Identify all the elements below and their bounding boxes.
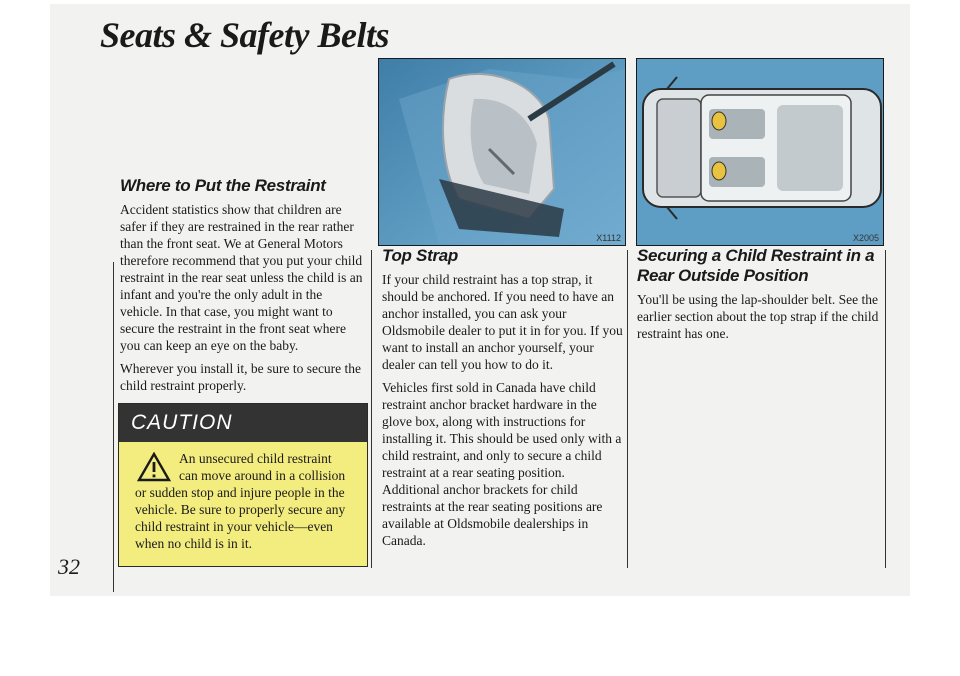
right-edge-rule — [885, 250, 886, 568]
car-top-view-figure — [636, 58, 884, 246]
child-seat-illustration — [379, 59, 625, 245]
middle-paragraph-1: If your child restraint has a top strap, it should be anchored. If you need to have an anchor installed, you can ask your Oldsmobile dealer to put it in for you. If you want to install an anchor yourself, your dealer can tell you how to do it. — [382, 272, 623, 372]
right-column — [637, 246, 881, 348]
car-top-view-illustration — [637, 59, 883, 245]
right-paragraph-1: You'll be using the lap-shoulder belt. See the earlier section about the top strap if the child restraint has one. — [637, 292, 879, 341]
middle-column — [382, 246, 624, 555]
middle-column-rule — [371, 250, 372, 568]
top-strap-heading: Top Strap — [382, 246, 458, 265]
caution-label: CAUTION — [119, 404, 367, 442]
left-column — [120, 176, 366, 400]
caution-body — [119, 442, 367, 552]
left-paragraph-1: Accident statistics show that children are safer if they are restrained in the rear rather than the front seat. We at General Motors therefore recommend that you put your child restraint in the rear seat unless the child is an infant and you're the only adult in the vehicle. In that case, you might want to secure the restraint in the front seat where you can keep an eye on the baby. — [120, 202, 363, 353]
middle-paragraph-2: Vehicles first sold in Canada have child restraint anchor bracket hardware in the glove box, along with instructions for installing it. This should be used only with a child restraint, and only to secure a child restraint at a rear seating position. Additional anchor brackets for child restraints at the rear seating positions are available at Oldsmobile dealerships in Canada. — [382, 380, 622, 548]
figure-code: X1112 — [596, 233, 621, 243]
child-seat-figure — [378, 58, 626, 246]
caution-text: An unsecured child restraint can move around in a collision or sudden stop and injure people in the vehicle. Be sure to properly secure any child restraint in your vehicle—even when no child is in it. — [135, 451, 346, 551]
right-column-rule — [627, 250, 628, 568]
left-paragraph-2: Wherever you install it, be sure to secure the child restraint properly. — [120, 361, 362, 393]
section-title: Seats & Safety Belts — [100, 15, 389, 55]
warning-triangle-icon — [137, 452, 171, 482]
page-number: 32 — [58, 554, 80, 579]
where-to-put-heading: Where to Put the Restraint — [120, 176, 326, 195]
figure-code: X2005 — [852, 233, 879, 243]
securing-heading: Securing a Child Restraint in a Rear Outside Position — [637, 246, 875, 285]
caution-box — [118, 403, 368, 567]
left-margin-rule — [113, 262, 114, 592]
